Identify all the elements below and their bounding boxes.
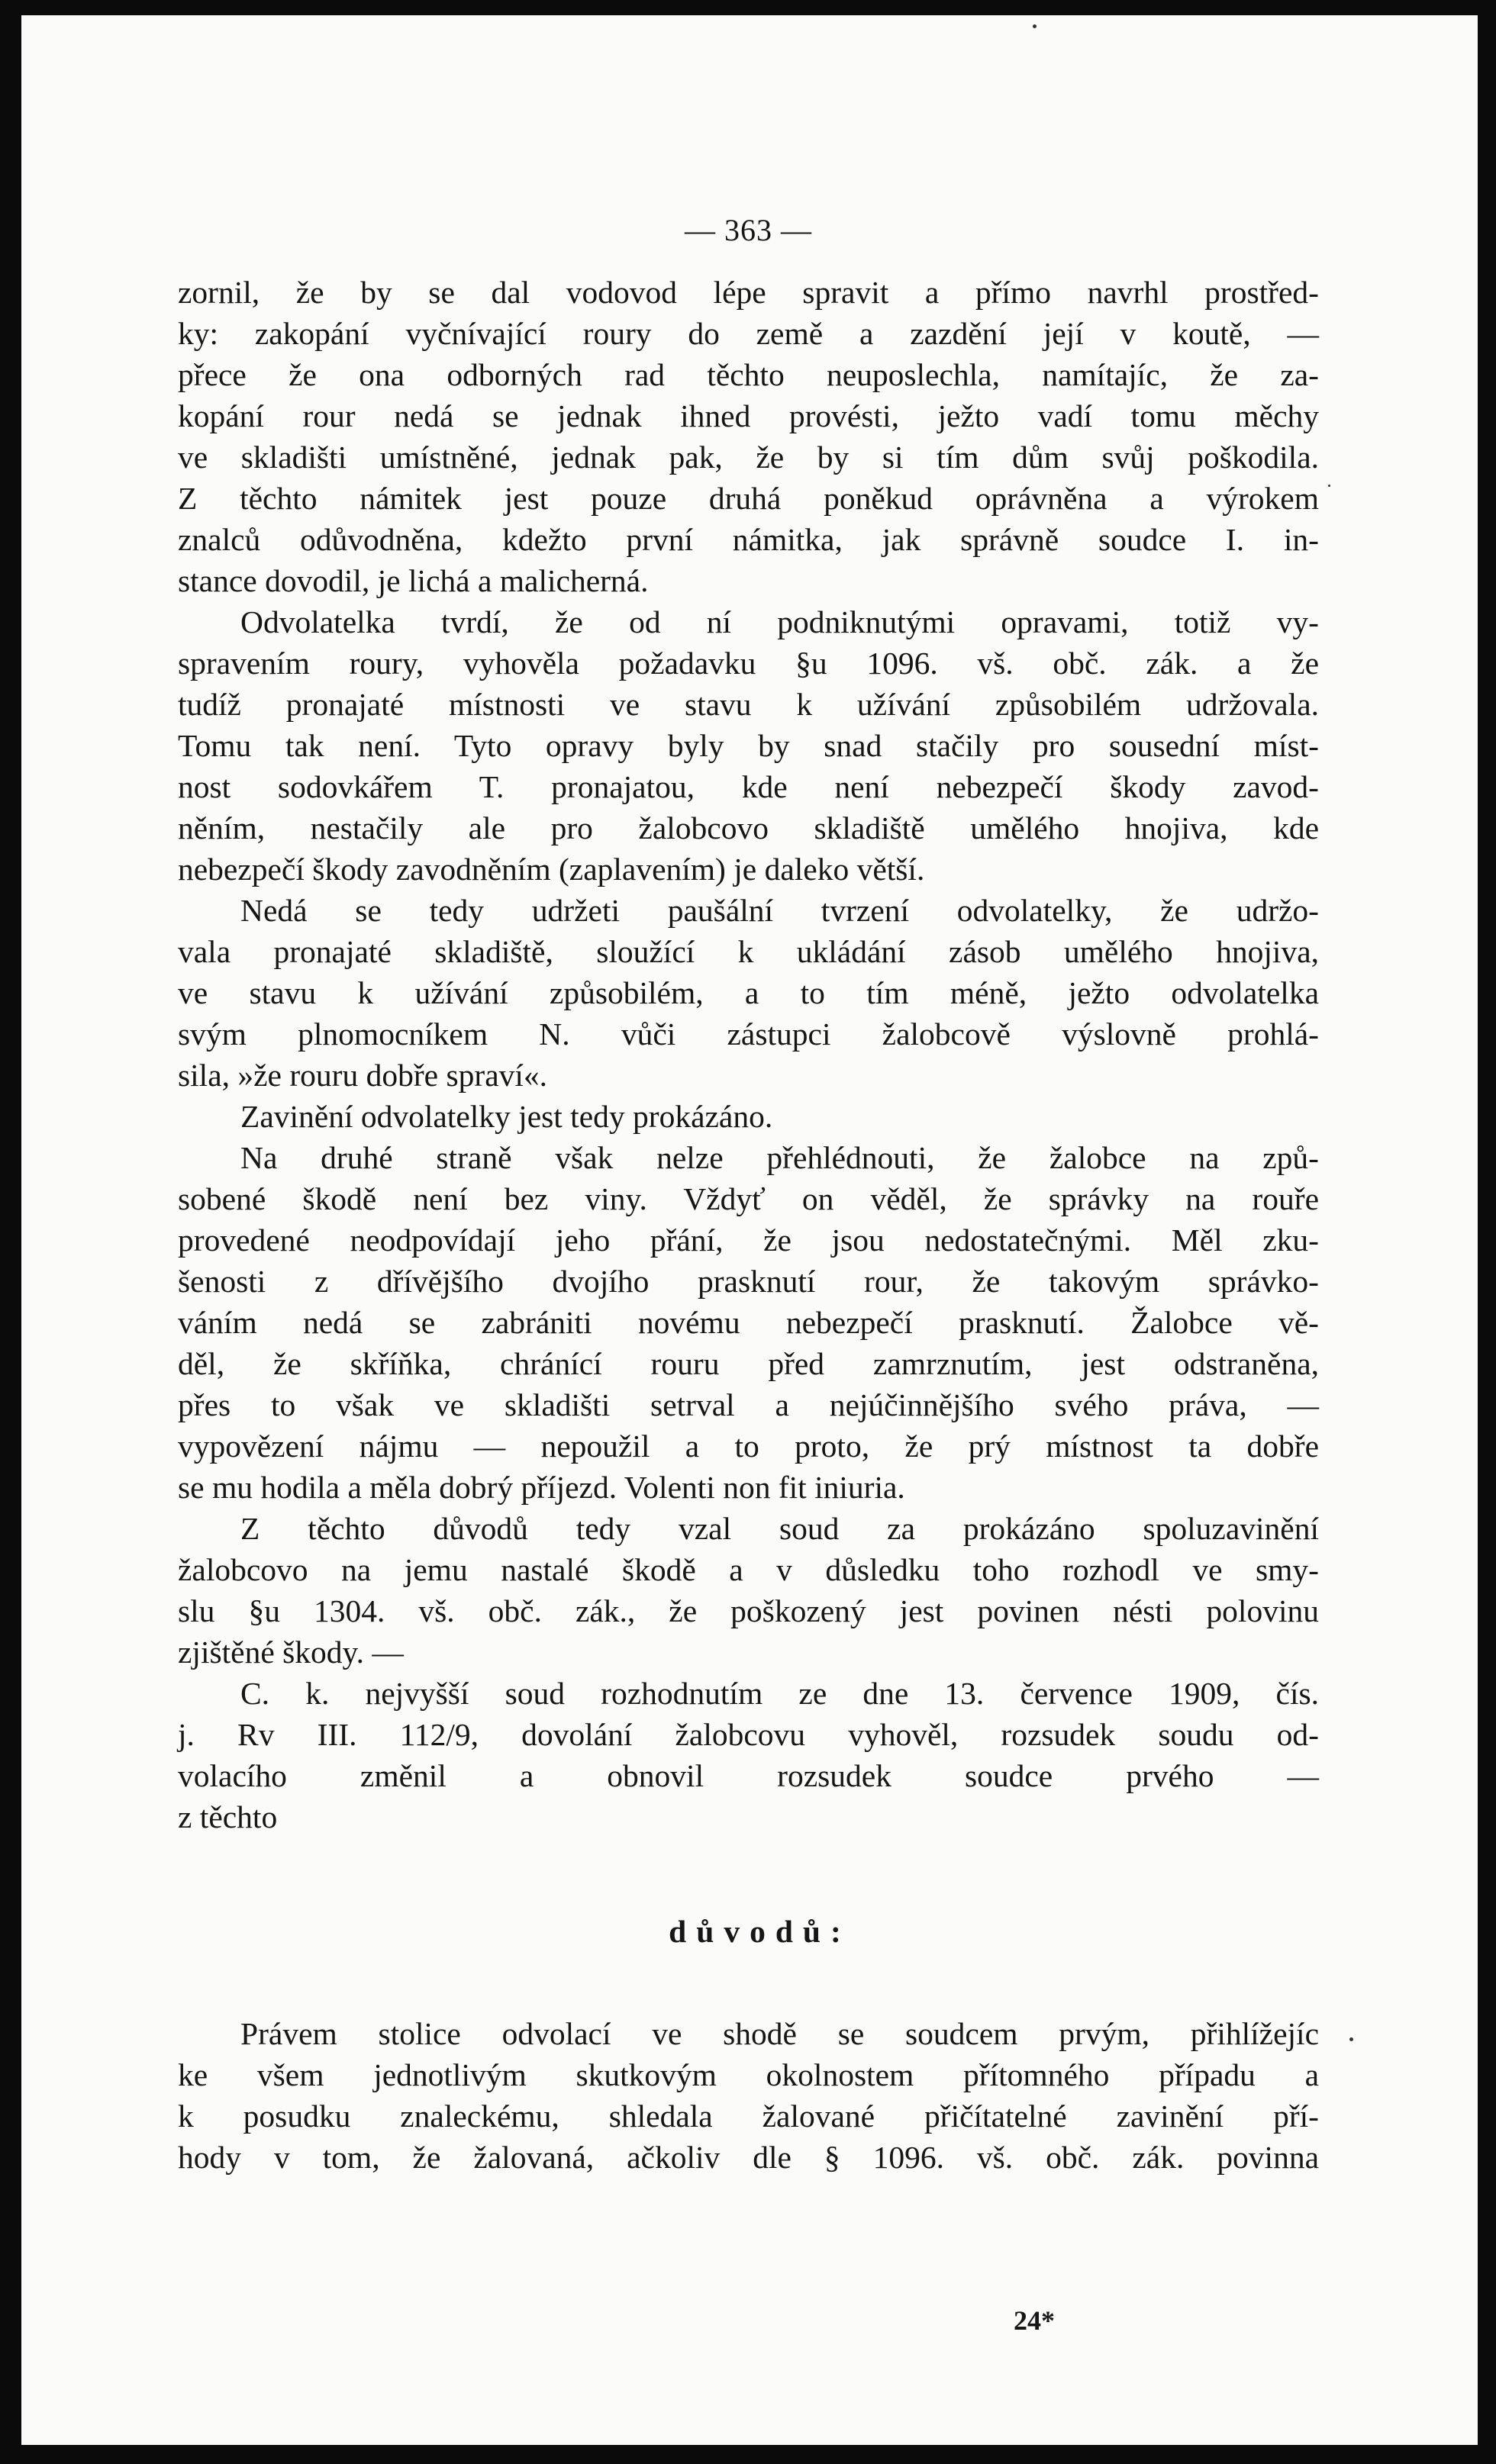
text-line: Z těchto námitek jest pouze druhá poněkud oprávněna a výrokem xyxy=(178,481,1319,516)
paragraphs-after-heading xyxy=(178,2013,1319,2178)
text-line: sila, »že rouru dobře spraví«. xyxy=(178,1058,548,1093)
text-line: Z těchto důvodů tedy vzal soud za prokázáno spoluzavinění xyxy=(240,1511,1319,1546)
text-line: stance dovodil, je lichá a malicherná. xyxy=(178,563,649,598)
text-line: hody v tom, že žalovaná, ačkoliv dle § 1096. vš. obč. zák. povinna xyxy=(178,2140,1319,2175)
text-line: Právem stolice odvolací ve shodě se soudcem prvým, přihlížejíc xyxy=(240,2016,1319,2051)
text-line: nebezpečí škody zavodněním (zaplavením) je daleko větší. xyxy=(178,852,925,887)
text-line: zjištěné škody. — xyxy=(178,1635,404,1670)
scan-speck xyxy=(1349,2037,1353,2041)
text-line: slu §u 1304. vš. obč. zák., že poškozený jest povinen nésti polovinu xyxy=(178,1593,1319,1628)
text-line: volacího změnil a obnovil rozsudek soudce prvého — xyxy=(178,1758,1319,1793)
text-line: Nedá se tedy udržeti paušální tvrzení odvolatelky, že udržo- xyxy=(240,893,1319,928)
text-line: provedené neodpovídají jeho přání, že jsou nedostatečnými. Měl zku- xyxy=(178,1222,1319,1258)
scan-speck xyxy=(1328,485,1330,487)
text-line: váním nedá se zabrániti novému nebezpečí prasknutí. Žalobce vě- xyxy=(178,1305,1319,1340)
scan-speck xyxy=(1033,24,1037,28)
text-line: něním, nestačily ale pro žalobcovo skladiště umělého hnojiva, kde xyxy=(178,810,1319,845)
text-line: Na druhé straně však nelze přehlédnouti, že žalobce na způ- xyxy=(240,1140,1319,1175)
text-line: C. k. nejvyšší soud rozhodnutím ze dne 13. července 1909, čís. xyxy=(240,1676,1319,1711)
section-heading: důvodů: xyxy=(669,1914,851,1949)
scanned-page xyxy=(21,15,1478,2445)
text-line: zornil, že by se dal vodovod lépe spravit a přímo navrhl prostřed- xyxy=(178,275,1319,310)
text-line: j. Rv III. 112/9, dovolání žalobcovu vyhověl, rozsudek soudu od- xyxy=(178,1717,1319,1752)
text-line: spravením roury, vyhověla požadavku §u 1096. vš. obč. zák. a že xyxy=(178,646,1319,681)
text-line: vala pronajaté skladiště, sloužící k ukládání zásob umělého hnojiva, xyxy=(178,934,1319,969)
page-number: — 363 — xyxy=(685,213,812,247)
text-line: tudíž pronajaté místnosti ve stavu k užívání způsobilém udržovala. xyxy=(178,687,1319,722)
text-line: k posudku znaleckému, shledala žalované přičítatelné zavinění pří- xyxy=(178,2098,1319,2134)
text-line: ve skladišti umístněné, jednak pak, že by si tím dům svůj poškodila. xyxy=(178,440,1319,475)
text-line: sobené škodě není bez viny. Vždyť on věděl, že správky na rouře xyxy=(178,1181,1319,1216)
text-line: ke všem jednotlivým skutkovým okolnostem přítomného případu a xyxy=(178,2057,1319,2092)
text-line: šenosti z dřívějšího dvojího prasknutí rour, že takovým správko- xyxy=(178,1264,1319,1299)
text-line: ve stavu k užívání způsobilém, a to tím méně, ježto odvolatelka xyxy=(178,975,1319,1010)
text-line: žalobcovo na jemu nastalé škodě a v důsledku toho rozhodl ve smy- xyxy=(178,1552,1319,1587)
paragraphs-before-heading xyxy=(178,272,1319,1838)
text-line: děl, že skříňka, chránící rouru před zamrznutím, jest odstraněna, xyxy=(178,1346,1319,1381)
text-line: nost sodovkářem T. pronajatou, kde není nebezpečí škody zavod- xyxy=(178,769,1319,804)
body-text xyxy=(178,272,1319,2178)
text-line: Zavinění odvolatelky jest tedy prokázáno. xyxy=(240,1099,773,1134)
text-line: ky: zakopání vyčnívající roury do země a zazdění její v koutě, — xyxy=(178,316,1319,351)
text-line: kopání rour nedá se jednak ihned provésti, ježto vadí tomu měchy xyxy=(178,398,1319,433)
text-line: svým plnomocníkem N. vůči zástupci žalobcově výslovně prohlá- xyxy=(178,1016,1319,1052)
printer-signature-mark: 24* xyxy=(1014,2305,1055,2336)
text-line: Odvolatelka tvrdí, že od ní podniknutými opravami, totiž vy- xyxy=(240,604,1319,639)
text-line: znalců odůvodněna, kdežto první námitka, jak správně soudce I. in- xyxy=(178,522,1319,557)
text-line: přes to však ve skladišti setrval a nejúčinnějšího svého práva, — xyxy=(178,1387,1319,1422)
text-line: se mu hodila a měla dobrý příjezd. Volenti non fit iniuria. xyxy=(178,1470,905,1505)
text-line: přece že ona odborných rad těchto neuposlechla, namítajíc, že za- xyxy=(178,357,1319,392)
text-line: vypovězení nájmu — nepoužil a to proto, že prý místnost ta dobře xyxy=(178,1428,1319,1464)
text-line: Tomu tak není. Tyto opravy byly by snad stačily pro sousední míst- xyxy=(178,728,1319,763)
text-line: z těchto xyxy=(178,1799,278,1834)
